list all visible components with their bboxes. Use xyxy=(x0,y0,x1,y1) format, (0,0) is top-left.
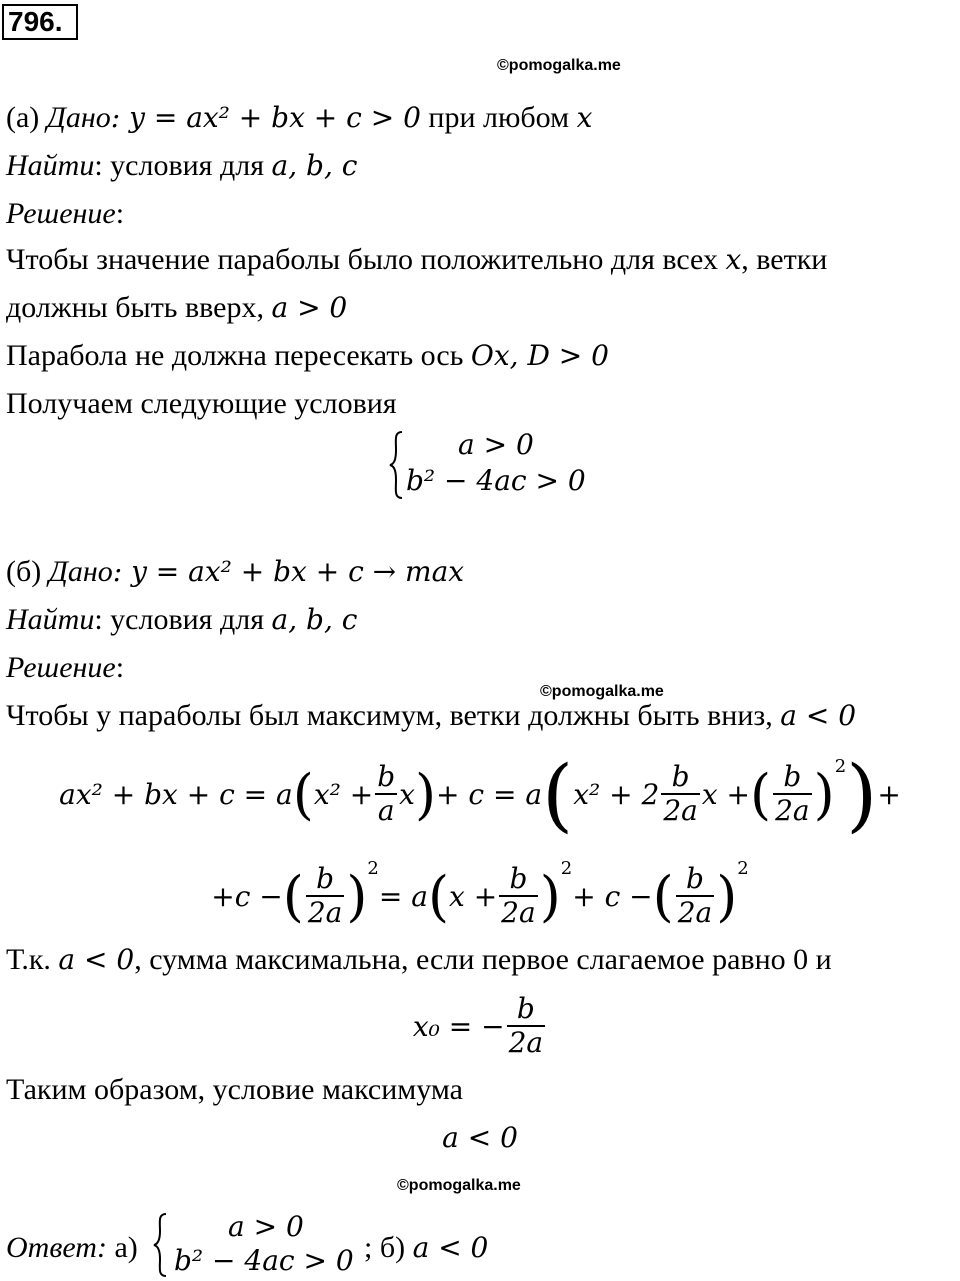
system-a-line1: a > 0 xyxy=(458,428,534,461)
find-vars: a, b, c xyxy=(271,149,358,182)
numerator: b xyxy=(377,760,396,793)
eq-term: = a xyxy=(378,879,428,913)
text: , сумма максимальна, если первое слагаемое равно 0 и xyxy=(134,943,832,976)
answer-system-line1: a > 0 xyxy=(228,1210,304,1243)
x0-formula xyxy=(0,986,960,1066)
part-a-find xyxy=(6,148,357,184)
numerator: b xyxy=(306,863,345,897)
eq-term: + c = a xyxy=(436,777,543,811)
given-var: x xyxy=(576,101,593,134)
answer-b-label: ; б) xyxy=(364,1231,413,1264)
eq-term: +c − xyxy=(211,879,283,913)
equation-1 xyxy=(0,746,960,842)
denominator: 2a xyxy=(775,794,810,827)
brace-icon xyxy=(388,430,406,500)
math: a > 0 xyxy=(271,291,348,324)
fraction-b-over-2a xyxy=(507,993,546,1059)
find-vars: a, b, c xyxy=(271,603,358,636)
paren-open: ( xyxy=(542,747,574,841)
numerator: b xyxy=(661,761,700,795)
paren-close: ) xyxy=(346,864,368,928)
eq-term: x + xyxy=(449,879,498,913)
brace-icon xyxy=(152,1212,170,1278)
answer-a-label: а) xyxy=(106,1231,138,1264)
fraction-b-over-2a xyxy=(676,863,715,929)
math: x xyxy=(725,243,742,276)
system-a-line2: b² − 4ac > 0 xyxy=(406,464,586,497)
max-condition xyxy=(0,1120,960,1156)
denominator: 2a xyxy=(663,794,698,827)
exponent: 2 xyxy=(834,755,847,777)
text: Таким образом, условие максимума xyxy=(6,1073,463,1106)
numerator: b xyxy=(507,993,546,1027)
find-text: : условия для xyxy=(94,149,272,182)
part-a-line3 xyxy=(6,338,609,374)
part-b-label: (б) xyxy=(6,555,42,588)
text: Парабола не должна пересекать ось xyxy=(6,339,471,372)
paren-open: ( xyxy=(292,762,314,826)
paren-open: ( xyxy=(427,864,450,928)
denominator: 2a xyxy=(501,896,536,929)
paren-close: ) xyxy=(414,762,437,826)
exponent: 2 xyxy=(737,857,749,879)
watermark-bottom: ©pomogalka.me xyxy=(397,1177,521,1194)
answer-b-math: a < 0 xyxy=(412,1231,489,1264)
exponent: 2 xyxy=(367,857,379,879)
part-b-line1 xyxy=(6,698,856,734)
part-a-given xyxy=(6,100,592,136)
part-b-find xyxy=(6,602,357,638)
math: a < 0 xyxy=(58,943,135,976)
math: a < 0 xyxy=(780,699,857,732)
text: должны быть вверх, xyxy=(6,291,272,324)
given-label: Дано xyxy=(46,101,111,134)
paren-open: ( xyxy=(652,864,674,928)
solution-label: Решение xyxy=(6,651,116,684)
fraction-b-over-2a xyxy=(773,761,812,827)
find-label: Найти xyxy=(6,149,95,182)
text: Чтобы у параболы был максимум, ветки должны быть вниз, xyxy=(6,699,781,732)
paren-open: ( xyxy=(282,864,304,928)
watermark-middle: ©pomogalka.me xyxy=(540,683,664,700)
denominator: a xyxy=(377,794,395,827)
given-tail: при любом xyxy=(420,101,577,134)
eq-term: x₀ = − xyxy=(412,1009,505,1043)
answer-b xyxy=(364,1230,488,1266)
fraction-b-over-2a xyxy=(661,761,700,827)
eq-term: ax² + bx + c = a xyxy=(59,777,293,811)
numerator: b xyxy=(499,863,538,897)
part-b-solution-label: Решение: xyxy=(6,651,125,684)
fraction-b-over-2a xyxy=(306,863,345,929)
fraction-b-over-a xyxy=(375,761,397,827)
watermark-top: ©pomogalka.me xyxy=(497,57,621,74)
paren-open: ( xyxy=(750,762,772,826)
part-b-given xyxy=(6,554,464,590)
math: a < 0 xyxy=(442,1121,518,1154)
given-label: Дано xyxy=(48,555,113,588)
part-a-line1 xyxy=(6,242,827,278)
denominator: 2a xyxy=(677,896,713,929)
text: Т.к. xyxy=(6,943,59,976)
text: , ветки xyxy=(741,243,828,276)
eq-term: x² + 2 xyxy=(573,777,660,811)
part-b-thus xyxy=(6,1072,463,1108)
answer-label: Ответ: xyxy=(6,1231,107,1264)
given-formula: : y = ax² + bx + c → max xyxy=(112,555,465,588)
text: Чтобы значение параболы было положительно для всех xyxy=(6,243,726,276)
fraction-b-over-2a xyxy=(499,863,538,929)
paren-close: ) xyxy=(716,864,738,928)
eq-term: x + xyxy=(701,777,751,811)
paren-close: ) xyxy=(539,864,561,928)
eq-term: x xyxy=(399,777,415,811)
answer-line xyxy=(6,1230,138,1266)
eq-term: + xyxy=(877,777,901,811)
equation-2 xyxy=(0,848,960,944)
eq-term: x² + xyxy=(313,777,374,811)
find-text: : условия для xyxy=(94,603,272,636)
part-b-since xyxy=(6,942,832,978)
text: Получаем следующие условия xyxy=(6,387,397,420)
part-a-line4 xyxy=(6,386,397,422)
exponent: 2 xyxy=(560,857,573,879)
eq-term: + c − xyxy=(572,879,653,913)
given-formula: : y = ax² + bx + c > 0 xyxy=(110,101,421,134)
answer-system-line2: b² − 4ac > 0 xyxy=(174,1244,354,1277)
numerator: b xyxy=(773,761,812,795)
part-a-line2 xyxy=(6,290,347,326)
denominator: 2a xyxy=(307,896,343,929)
paren-close: ) xyxy=(813,762,835,826)
denominator: 2a xyxy=(508,1026,544,1059)
problem-number: 796. xyxy=(2,4,78,40)
paren-close: ) xyxy=(846,747,878,841)
part-a-label: (а) xyxy=(6,101,40,134)
solution-label: Решение xyxy=(6,197,116,230)
math: Ox, D > 0 xyxy=(470,339,609,372)
numerator: b xyxy=(676,863,715,897)
find-label: Найти xyxy=(6,603,95,636)
part-a-solution-label: Решение: xyxy=(6,197,125,230)
